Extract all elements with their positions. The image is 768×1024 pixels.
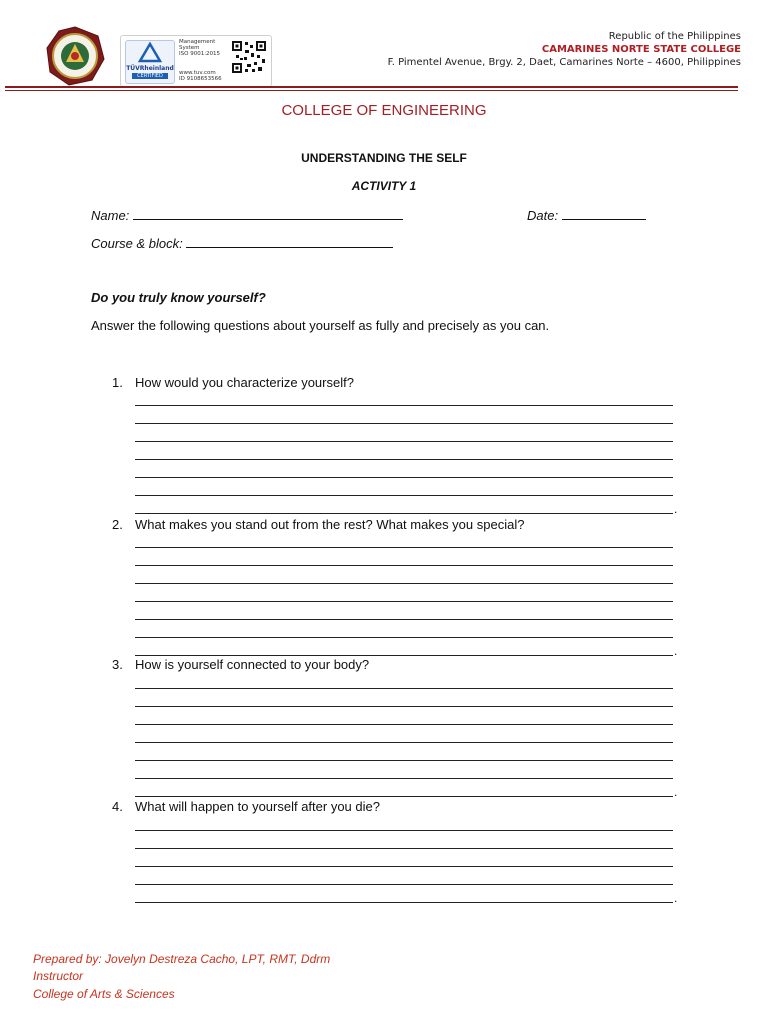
answer-line[interactable] bbox=[135, 796, 673, 797]
activity-label: ACTIVITY 1 bbox=[351, 179, 417, 193]
question-text: What makes you stand out from the rest? What makes you special? bbox=[135, 517, 525, 532]
answer-line[interactable] bbox=[135, 902, 673, 903]
date-field[interactable] bbox=[527, 207, 646, 223]
question-text: What will happen to yourself after you die? bbox=[135, 799, 380, 814]
answer-line[interactable] bbox=[135, 866, 673, 867]
answer-line[interactable] bbox=[135, 547, 673, 548]
qr-code-icon bbox=[231, 40, 267, 74]
question-number: 4. bbox=[112, 799, 123, 814]
answer-line[interactable] bbox=[135, 565, 673, 566]
answer-line[interactable] bbox=[135, 724, 673, 725]
answer-line[interactable] bbox=[135, 760, 673, 761]
answer-line[interactable] bbox=[135, 884, 673, 885]
answer-line[interactable] bbox=[135, 477, 673, 478]
question-text: How is yourself connected to your body? bbox=[135, 657, 370, 672]
section-heading: Do you truly know yourself? bbox=[91, 290, 266, 305]
answer-line[interactable] bbox=[135, 688, 673, 689]
answer-line[interactable] bbox=[135, 830, 673, 831]
republic-label: Republic of the Philippines bbox=[608, 31, 741, 42]
name-label: Name: bbox=[91, 208, 130, 223]
end-period: . bbox=[674, 891, 678, 905]
date-label: Date: bbox=[527, 208, 559, 223]
answer-line[interactable] bbox=[135, 513, 673, 514]
answer-line[interactable] bbox=[135, 655, 673, 656]
question-number: 1. bbox=[112, 375, 123, 390]
answer-line[interactable] bbox=[135, 459, 673, 460]
cert-line-1: Management bbox=[179, 39, 216, 45]
answer-line[interactable] bbox=[135, 423, 673, 424]
name-field[interactable] bbox=[91, 207, 403, 223]
preparer-role: Instructor bbox=[33, 969, 84, 983]
institution-address: F. Pimentel Avenue, Brgy. 2, Daet, Camarines Norte – 4600, Philippines bbox=[387, 57, 741, 68]
answer-line[interactable] bbox=[135, 495, 673, 496]
course-block-blank[interactable] bbox=[186, 235, 393, 248]
course-block-field[interactable] bbox=[91, 235, 393, 251]
header-divider-thin bbox=[5, 90, 738, 91]
answer-line[interactable] bbox=[135, 441, 673, 442]
tuv-logo bbox=[125, 40, 175, 84]
document-title: UNDERSTANDING THE SELF bbox=[301, 151, 467, 165]
course-block-label: Course & block: bbox=[91, 236, 183, 251]
answer-line[interactable] bbox=[135, 583, 673, 584]
end-period: . bbox=[674, 785, 678, 799]
question-number: 3. bbox=[112, 657, 123, 672]
name-blank[interactable] bbox=[133, 207, 403, 220]
certified-label: CERTIFIED bbox=[132, 73, 168, 79]
cert-line-3: ISO 9001:2015 bbox=[179, 51, 221, 57]
end-period: . bbox=[674, 644, 678, 658]
question-text: How would you characterize yourself? bbox=[135, 375, 354, 390]
end-period: . bbox=[674, 502, 678, 516]
answer-line[interactable] bbox=[135, 601, 673, 602]
preparer-department: College of Arts & Sciences bbox=[33, 987, 175, 1001]
answer-line[interactable] bbox=[135, 405, 673, 406]
answer-line[interactable] bbox=[135, 706, 673, 707]
answer-line[interactable] bbox=[135, 637, 673, 638]
instructions: Answer the following questions about yourself as fully and precisely as you can. bbox=[91, 318, 550, 333]
college-seal bbox=[45, 26, 105, 86]
question-number: 2. bbox=[112, 517, 123, 532]
answer-line[interactable] bbox=[135, 619, 673, 620]
cert-line-5: ID 9108653566 bbox=[179, 76, 222, 82]
iso-certification-badge bbox=[120, 35, 272, 87]
certifier-name: TÜVRheinland bbox=[126, 65, 174, 72]
institution-name: CAMARINES NORTE STATE COLLEGE bbox=[541, 44, 741, 55]
header-divider bbox=[5, 86, 738, 88]
answer-line[interactable] bbox=[135, 848, 673, 849]
answer-line[interactable] bbox=[135, 742, 673, 743]
cert-line-4: www.tuv.com bbox=[179, 70, 216, 76]
answer-line[interactable] bbox=[135, 778, 673, 779]
prepared-by: Prepared by: Jovelyn Destreza Cacho, LPT, RMT, Ddrm bbox=[33, 952, 331, 966]
date-blank[interactable] bbox=[562, 207, 646, 220]
college-name: COLLEGE OF ENGINEERING bbox=[281, 102, 487, 119]
cert-line-2: System bbox=[179, 45, 200, 51]
